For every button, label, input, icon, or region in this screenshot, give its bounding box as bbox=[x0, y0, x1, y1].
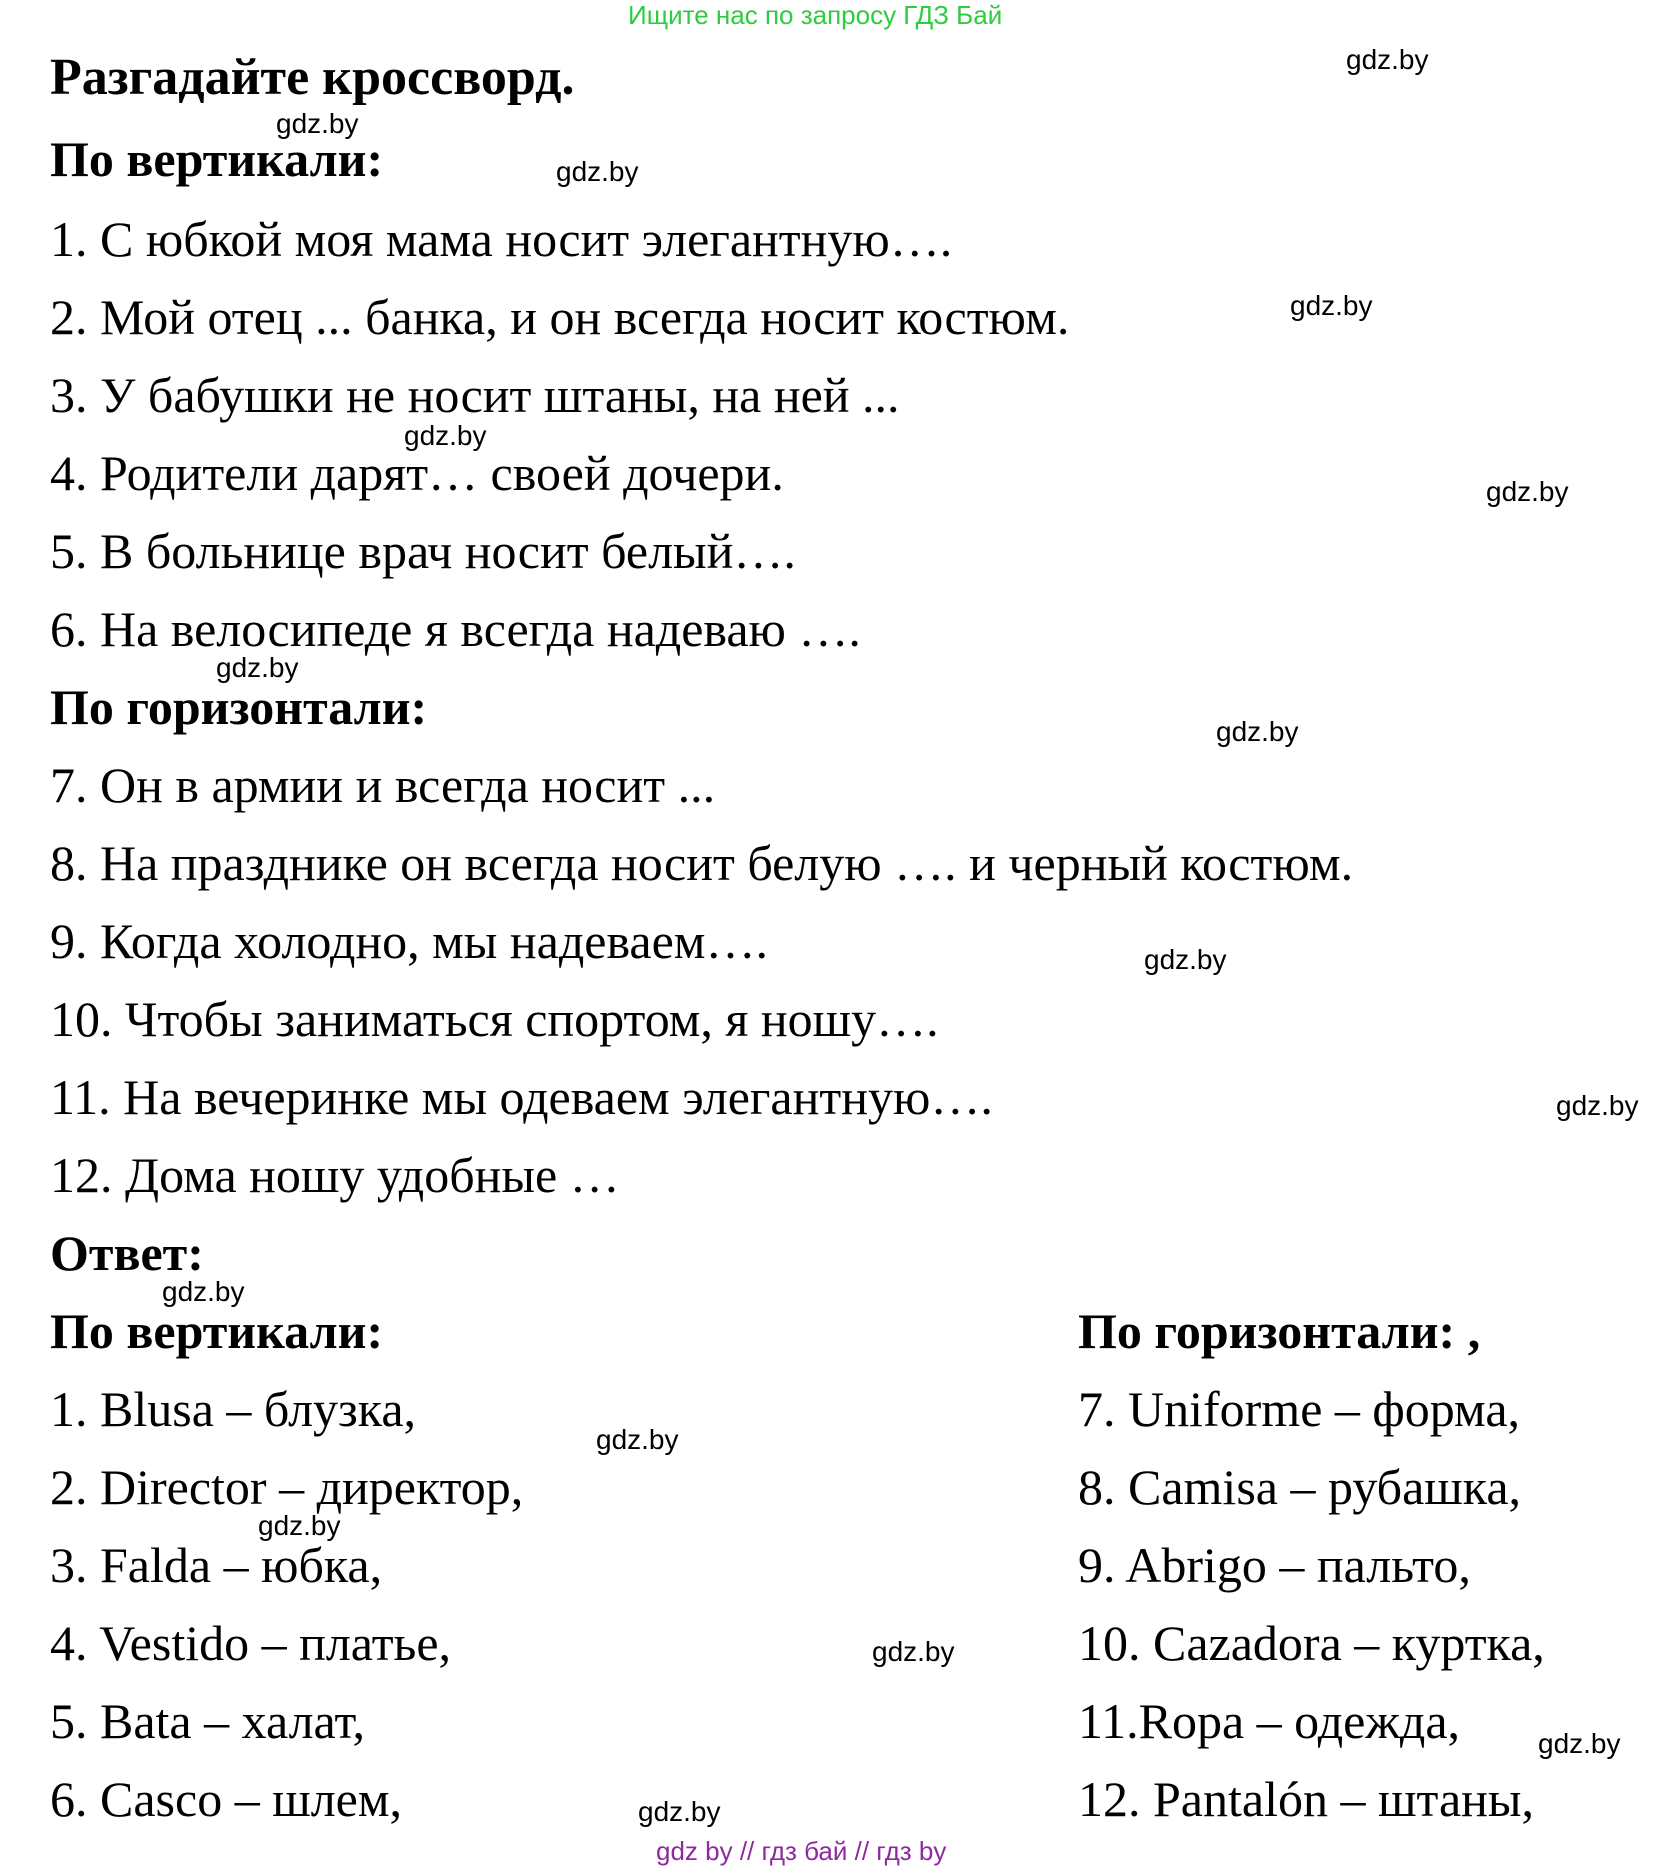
answer-horizontal-heading: По горизонтали: , bbox=[1078, 1303, 1481, 1359]
watermark: gdz.by bbox=[1144, 944, 1227, 975]
watermark: gdz.by bbox=[162, 1276, 245, 1307]
vertical-heading: По вертикали: bbox=[50, 131, 384, 187]
watermark: gdz.by bbox=[258, 1510, 341, 1541]
watermark: gdz.by bbox=[1290, 290, 1373, 321]
watermark: gdz.by bbox=[638, 1796, 721, 1827]
answer-horizontal-item: 8. Camisa – рубашка, bbox=[1078, 1459, 1522, 1515]
horizontal-clue: 11. На вечеринке мы одеваем элегантную…. bbox=[50, 1069, 993, 1125]
answer-horizontal-item: 7. Uniforme – форма, bbox=[1078, 1381, 1521, 1437]
watermark: gdz.by bbox=[1346, 44, 1429, 75]
vertical-clue: 4. Родители дарят… своей дочери. bbox=[50, 445, 784, 501]
answer-vertical-item: 3. Falda – юбка, bbox=[50, 1537, 383, 1593]
answer-horizontal-item: 10. Cazadora – куртка, bbox=[1078, 1615, 1545, 1671]
vertical-clue: 6. На велосипеде я всегда надеваю …. bbox=[50, 601, 861, 657]
watermark: gdz.by bbox=[1486, 476, 1569, 507]
watermark: gdz.by bbox=[1556, 1090, 1639, 1121]
answer-vertical-item: 6. Casco – шлем, bbox=[50, 1771, 402, 1827]
watermark: gdz.by bbox=[276, 108, 359, 139]
horizontal-heading: По горизонтали: bbox=[50, 679, 428, 735]
horizontal-clue: 9. Когда холодно, мы надеваем…. bbox=[50, 913, 768, 969]
vertical-clue: 5. В больнице врач носит белый…. bbox=[50, 523, 796, 579]
watermark: gdz.by bbox=[404, 420, 487, 451]
watermark: gdz.by bbox=[556, 156, 639, 187]
horizontal-clue: 12. Дома ношу удобные … bbox=[50, 1147, 620, 1203]
horizontal-clue: 7. Он в армии и всегда носит ... bbox=[50, 757, 716, 813]
watermark: gdz.by bbox=[1538, 1728, 1621, 1759]
answer-horizontal-item: 12. Pantalón – штаны, bbox=[1078, 1771, 1534, 1827]
horizontal-clue: 8. На празднике он всегда носит белую …. и черный костюм. bbox=[50, 835, 1354, 891]
top-banner: Ищите нас по запросу ГДЗ Бай bbox=[628, 0, 1003, 30]
answer-vertical-item: 4. Vestido – платье, bbox=[50, 1615, 452, 1671]
watermark: gdz.by bbox=[1216, 716, 1299, 747]
vertical-clue: 3. У бабушки не носит штаны, на ней ... bbox=[50, 367, 900, 423]
answer-vertical-item: 2. Director – директор, bbox=[50, 1459, 524, 1515]
watermark: gdz.by bbox=[596, 1424, 679, 1455]
answer-heading: Ответ: bbox=[50, 1225, 204, 1281]
page-title: Разгадайте кроссворд. bbox=[50, 49, 575, 106]
answer-vertical-heading: По вертикали: bbox=[50, 1303, 384, 1359]
answer-horizontal-item: 9. Abrigo – пальто, bbox=[1078, 1537, 1471, 1593]
answer-vertical-item: 5. Bata – халат, bbox=[50, 1693, 366, 1749]
horizontal-clue: 10. Чтобы заниматься спортом, я ношу…. bbox=[50, 991, 939, 1047]
answer-horizontal-item: 11.Ropa – одежда, bbox=[1078, 1693, 1461, 1749]
vertical-clue: 2. Мой отец ... банка, и он всегда носит костюм. bbox=[50, 289, 1070, 345]
watermark: gdz.by bbox=[872, 1636, 955, 1667]
vertical-clue: 1. С юбкой моя мама носит элегантную…. bbox=[50, 211, 953, 267]
answer-vertical-item: 1. Blusa – блузка, bbox=[50, 1381, 417, 1437]
footer-links: gdz by // гдз бай // гдз by bbox=[656, 1836, 947, 1866]
watermark: gdz.by bbox=[216, 652, 299, 683]
